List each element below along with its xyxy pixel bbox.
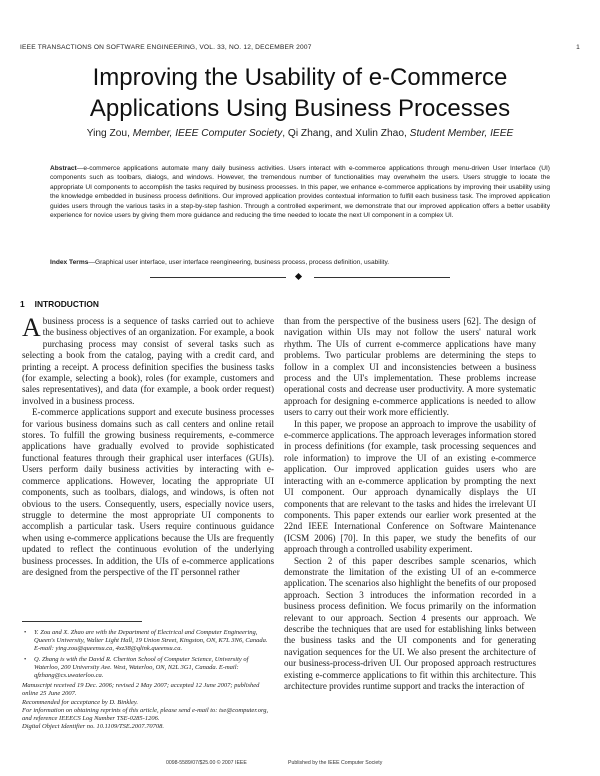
author-1-name: Ying Zou, (86, 128, 133, 139)
divider-line-left (150, 277, 286, 278)
divider-line-right (314, 277, 450, 278)
section-number: 1 (20, 299, 25, 309)
author-1-role: Member, IEEE Computer Society (132, 128, 283, 139)
footer-copyright: 0098-5589/07/$25.00 © 2007 IEEE (166, 760, 247, 766)
abstract-text: —e-commerce applications automate many daily business activities. Users interact with e-commerce applications through menu-driven User Interface (UI) components such as toolbars, dialogs, and windows. However, the tremendous number of functionalities may overwhelm the users. Users struggle to locate the appropriate UI components to accomplish the tasks required by business processes. In this paper, we enhance e-commerce applications by improving their usability using the knowledge embedded in business process definitions. Our improved application provides contextual information to fulfill each business task. The improved application guides users through the various tasks in a step-by-step fashion. Through a controlled experiment, we demonstrate that our improved application offers a better usability experience for novice users by giving them more guidance and reducing the time needed to locate the next UI component in a complex UI. (50, 165, 550, 220)
bullet-icon: • (24, 655, 27, 663)
reprint-info: For information on obtaining reprints of this article, please send e-mail to: tse@computer.org, and reference IEEECS Log Number TSE-0285-1206. (22, 706, 269, 723)
intro-paragraph-1 (22, 313, 274, 407)
footnotes (22, 629, 274, 731)
doi: Digital Object Identifier no. 10.1109/TSE.2007.70708. (22, 723, 164, 731)
footnote-rule (22, 621, 142, 622)
index-terms-text: —Graphical user interface, user interface reengineering, business process, process definition, usability. (88, 259, 390, 266)
manuscript-dates: Manuscript received 19 Dec. 2006; revised 2 May 2007; accepted 12 June 2007; published online 25 June 2007. (22, 682, 260, 698)
recommended-by: Recommended for acceptance by D. Binkley. (22, 698, 139, 706)
footnote-affiliation-1: • Y. Zou and X. Zhao are with the Department of Electrical and Computer Engineering, Queen's University, Walter Light Hall, 19 Union Street, Kingston, ON, K7L 3N6, Canada. E-mail: ying.zou@queensu.ca, 4xz38@qlink.queensu.ca. (24, 629, 268, 653)
intro-paragraph-2: E-commerce applications support and execute business processes for various business domains such as call centers and online retail stores. To fulfill the growing business requirements, e-commerce applications have gradually evolved to provide sophisticated functional features through their graphical user interfaces (GUIs). Users perform daily business activities by interacting with e-commerce applications. However, locating the appropriate UI components, such as toolbars, dialogs, and windows, is often not obvious to the users. Consequently, users, especially novice users, struggle to determine the most appropriate UI components to accomplish a particular task. Users require continuous guidance when using e-commerce applications because the UIs are frequently updated to reflect the continuous evolution of the underlying business processes. In addition, the UIs of e-commerce applications are designed from the perspective of the IT personnel rather (22, 407, 274, 577)
abstract (50, 164, 550, 220)
journal-info: IEEE TRANSACTIONS ON SOFTWARE ENGINEERING, VOL. 33, NO. 12, DECEMBER 2007 (20, 44, 312, 51)
left-column (22, 313, 274, 578)
right-paragraph-3: Section 2 of this paper describes sample scenarios, which demonstrate the limitation of the existing UI of an e-commerce application. The scenarios also highlight the benefits of our proposed approach. Section 3 introduces the information recorded in a business process definition. We focus primarily on the information relevant to our approach. Section 4 presents our approach. We describe the techniques that are used for establishing links between the business tasks and the UI components and for generating navigation sequences for the UI. We also present the architecture of our business-process-driven UI. Our proposed approach restructures existing e-commerce applications to fit within this architecture. This architecture provides runtime support and tracks the interaction of (284, 555, 536, 691)
author-list (20, 128, 580, 139)
intro-paragraph-1-text: business process is a sequence of tasks carried out to achieve the business objectives of an organization. For example, a book purchasing process may consist of several tasks such as selecting a book from the catalog, paying with a credit card, and printing a receipt. A process definition specifies the business tasks (for example, selecting a book), roles (for example, customers and sales representatives), and data (for example, a book order request) involved in a business process. (22, 316, 274, 406)
index-terms-label: Index Terms (50, 259, 89, 266)
author-3-role: Student Member, IEEE (409, 128, 514, 139)
abstract-label: Abstract (50, 165, 77, 172)
authors-2-3: , Qi Zhang, and Xulin Zhao, (282, 128, 410, 139)
section-heading (20, 299, 99, 309)
section-divider (150, 273, 450, 281)
right-column (284, 316, 536, 692)
section-title-rest: NTRODUCTION (37, 299, 99, 309)
footnote-affiliation-2: • Q. Zhang is with the David R. Cheriton School of Computer Science, University of Waterloo, 200 University Ave. West, Waterloo, ON, N2L 3G1, Canada. E-mail: qfzhang@cs.uwaterloo.ca. (24, 655, 249, 680)
footer-publisher: Published by the IEEE Computer Society (288, 760, 383, 766)
diamond-icon (295, 273, 302, 280)
right-paragraph-1: than from the perspective of the business users [62]. The design of navigation within UIs may not follow the users' natural work rhythm. The UIs of current e-commerce applications have many problems. Two particular problems are determining the steps to follow in a complex UI and inconsistencies between a business process and the UI's implementation. These problems increase operational costs and decrease user productivity. A more systematic approach for designing e-commerce applications is needed to allow users to carry out their work more efficiently. (284, 316, 536, 418)
running-head (20, 44, 580, 51)
bullet-icon: • (24, 629, 27, 636)
title-line-1: Improving the Usability of e-Commerce (92, 64, 508, 91)
drop-cap: A (22, 313, 41, 342)
title-line-2: Applications Using Business Processes (89, 95, 511, 122)
right-paragraph-2: In this paper, we propose an approach to improve the usability of e-commerce applications. The approach leverages information stored in process definitions (for example, task processing sequences and role information) to improve the UI of an existing e-commerce application. Our improved application guides users who are interacting with an e-commerce application by prompting the next UI component. Our approach dynamically displays the UI components that are relevant to the tasks and hides the irrelevant UI components. This paper extends our earlier work presented at the 22nd IEEE International Conference on Software Maintenance (ICSM 2006) [70]. In this paper, we study the benefits of our approach through a controlled usability experiment. (284, 418, 536, 555)
paper-title (20, 62, 580, 124)
page-number: 1 (576, 44, 580, 51)
index-terms (50, 258, 550, 267)
section-title-initial: I (34, 299, 37, 309)
